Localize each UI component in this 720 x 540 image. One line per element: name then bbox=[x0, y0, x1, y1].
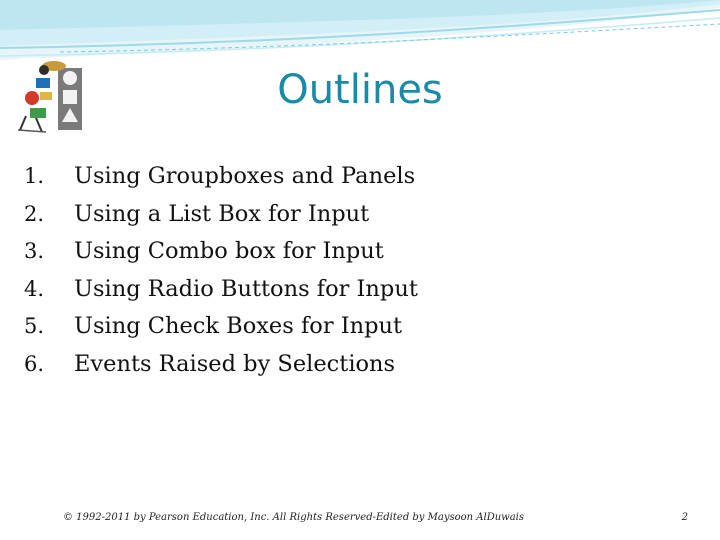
outline-item-text: Using Groupboxes and Panels bbox=[74, 163, 416, 189]
outline-item-text: Using Combo box for Input bbox=[74, 238, 384, 264]
outline-item-number: 3. bbox=[24, 239, 45, 263]
outline-item-number: 4. bbox=[24, 276, 45, 301]
slide-title: Outlines bbox=[277, 67, 443, 113]
outline-item-text: Events Raised by Selections bbox=[74, 350, 396, 377]
people-shapes-logo-icon bbox=[16, 58, 88, 134]
outline-item-text: Using Check Boxes for Input bbox=[74, 313, 403, 339]
outline-item-text: Using a List Box for Input bbox=[74, 200, 370, 227]
outline-item-number: 6. bbox=[24, 351, 45, 376]
outline-item-text: Using Radio Buttons for Input bbox=[74, 275, 418, 302]
outline-item-number: 5. bbox=[24, 314, 45, 338]
page-number: 2 bbox=[681, 512, 688, 523]
outline-item-number: 2. bbox=[24, 201, 45, 226]
outline-item-number: 1. bbox=[24, 164, 45, 188]
copyright-footer: © 1992-2011 by Pearson Education, Inc. All Rights Reserved-Edited by Maysoon AlDuwais bbox=[63, 512, 525, 523]
